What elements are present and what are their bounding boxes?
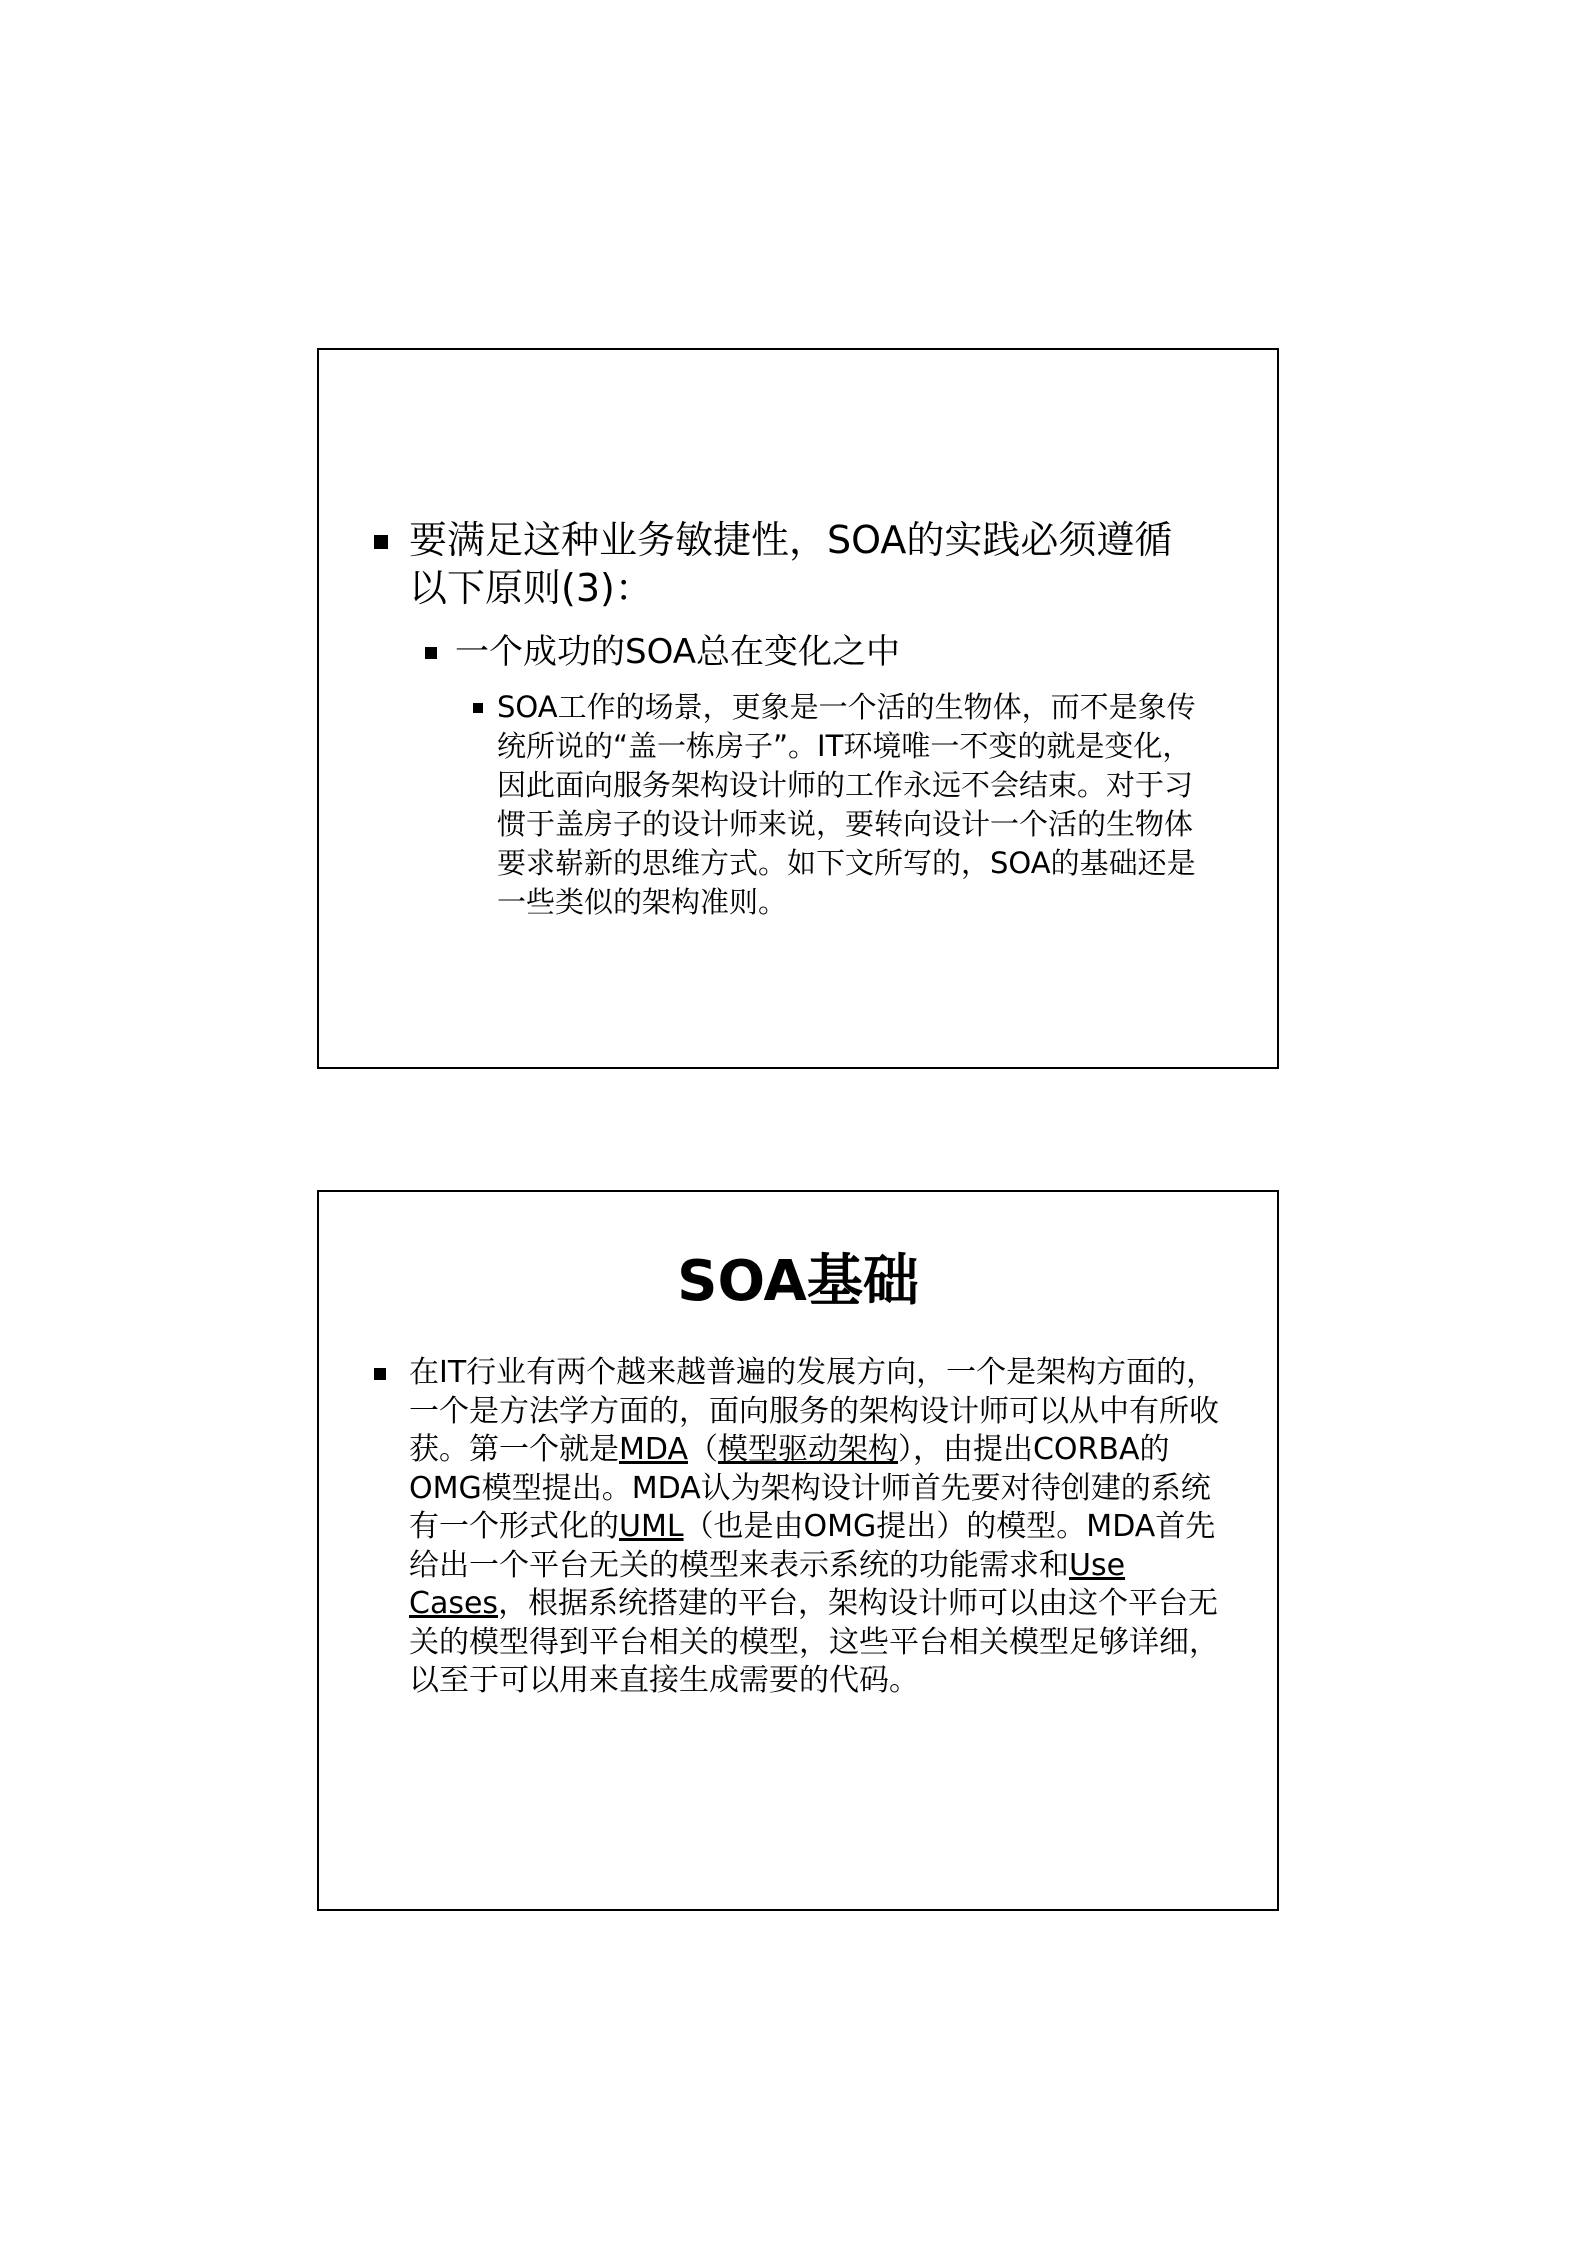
body-paragraph: [409, 1354, 1219, 1701]
bullet-level1: [409, 516, 1209, 612]
square-bullet-icon: [374, 1368, 386, 1380]
bullet-level2: [455, 630, 1195, 674]
mda-full-link[interactable]: 模型驱动架构: [717, 1432, 898, 1467]
slide-title: SOA基础: [677, 1249, 919, 1314]
slide-soa-basics: [317, 1190, 1279, 1911]
body-text-3: ），由提出CORBA的OMG模型提出。MDA认为架构设计师首先要对待创建的系统有一个形式化的: [409, 1432, 1211, 1544]
body-text-2: （: [687, 1432, 718, 1467]
mda-link[interactable]: MDA: [619, 1432, 688, 1467]
square-bullet-icon: [473, 703, 483, 713]
square-bullet-icon: [374, 535, 388, 549]
uml-link[interactable]: UML: [619, 1509, 684, 1544]
bullet-level3: [497, 688, 1207, 922]
body-text-4: （也是由OMG提出）的模型。MDA首先给出一个平台无关的模型来表示系统的功能需求和: [409, 1509, 1216, 1583]
use-cases-link[interactable]: Use Cases: [409, 1547, 1126, 1621]
body-text-1: 在IT行业有两个越来越普遍的发展方向，一个是架构方面的，一个是方法学方面的，面向服务的架构设计师可以从中有所收获。第一个就是: [409, 1355, 1219, 1467]
bullet-level3-text: SOA工作的场景，更象是一个活的生物体，而不是象传统所说的“盖一栋房子”。IT环境唯一不变的就是变化，因此面向服务架构设计师的工作永远不会结束。对于习惯于盖房子的设计师来说，要转向设计一个活的生物体要求崭新的思维方式。如下文所写的，SOA的基础还是一些类似的架构准则。: [497, 690, 1196, 919]
bullet-level2-text: 一个成功的SOA总在变化之中: [455, 632, 901, 672]
bullet-level1-text: 要满足这种业务敏捷性，SOA的实践必须遵循以下原则(3)：: [409, 518, 1173, 610]
square-bullet-icon: [425, 647, 437, 659]
body-text-5: ，根据系统搭建的平台，架构设计师可以由这个平台无关的模型得到平台相关的模型，这些平台相关模型足够详细，以至于可以用来直接生成需要的代码。: [409, 1586, 1219, 1698]
slide-soa-principles: [317, 348, 1279, 1069]
